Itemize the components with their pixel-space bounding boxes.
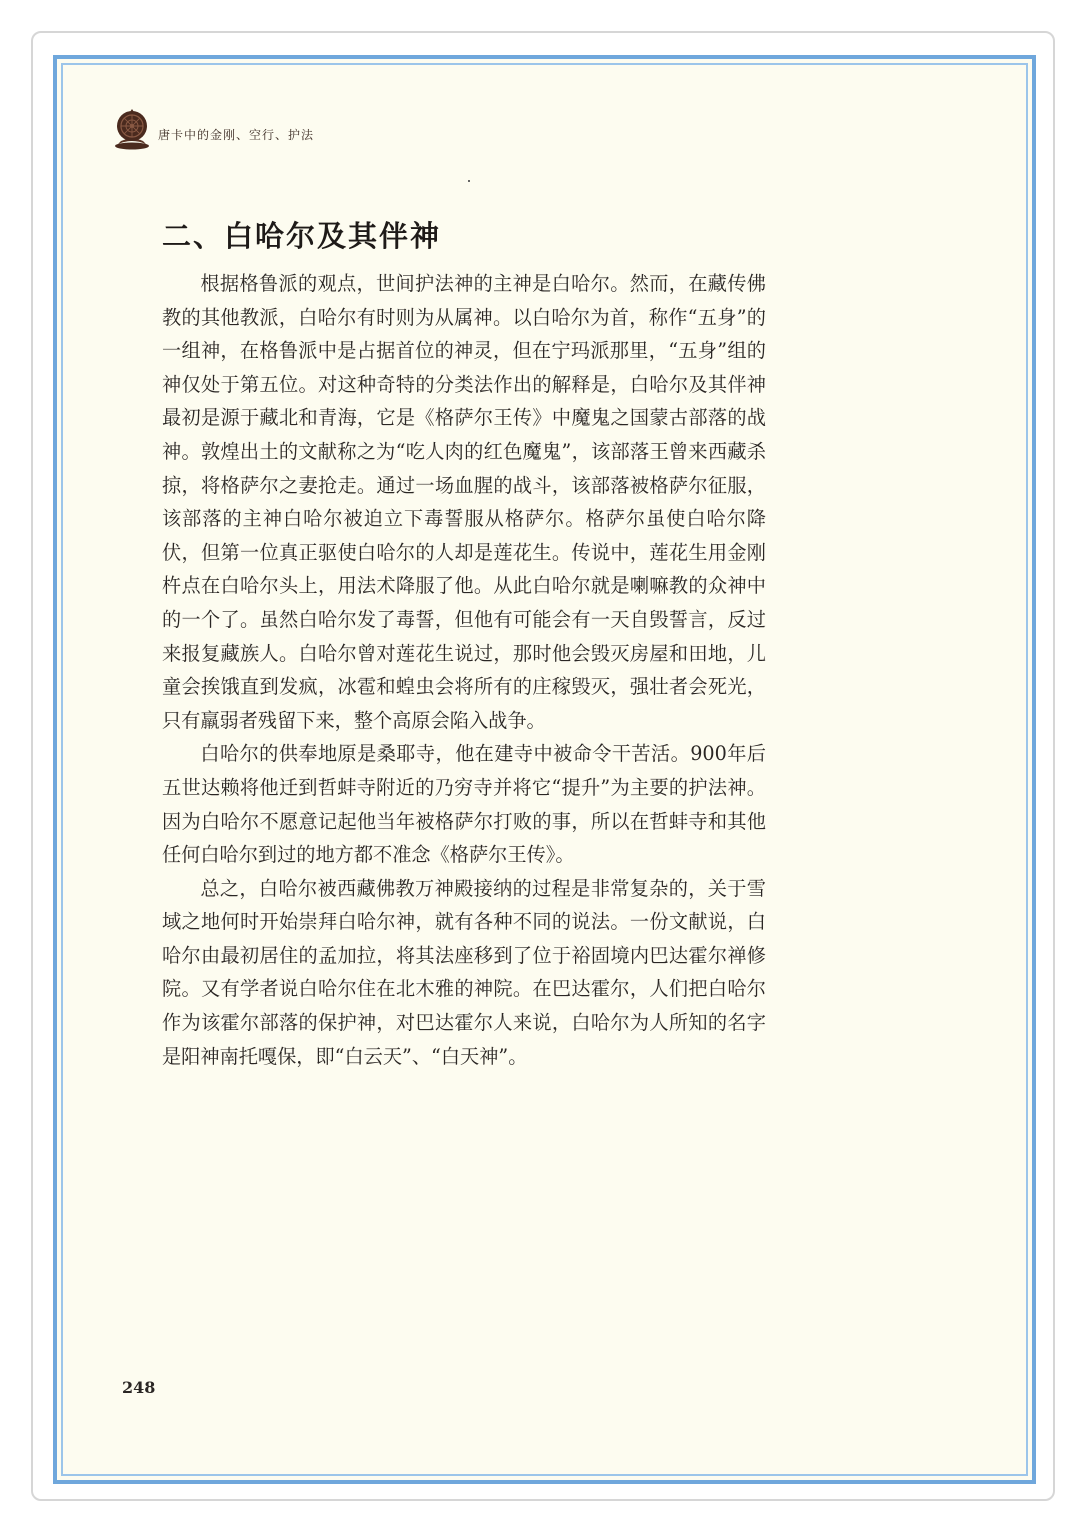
dharma-wheel-emblem-icon: [112, 108, 152, 150]
print-speck: [468, 180, 470, 182]
header-title: 唐卡中的金刚、空行、护法: [158, 127, 315, 142]
paragraph: 总之，白哈尔被西藏佛教万神殿接纳的过程是非常复杂的，关于雪域之地何时开始崇拜白哈尔神，就有各种不同的说法。一份文献说，白哈尔由最初居住的孟加拉，将其法座移到了位于裕固境内巴达霍尔禅修院。又有学者说白哈尔住在北木雅的神院。在巴达霍尔，人们把白哈尔作为该霍尔部落的保护神，对巴达霍尔人来说，白哈尔为人所知的名字是阳神南托嘎保，即“白云天”、“白天神”。: [162, 876, 766, 1068]
body-text: [162, 267, 766, 1073]
paragraph: 白哈尔的供奉地原是桑耶寺，他在建寺中被命令干苦活。900年后五世达赖将他迁到哲蚌寺附近的乃穷寺并将它“提升”为主要的护法神。因为白哈尔不愿意记起他当年被格萨尔打败的事，所以在哲蚌寺和其他任何白哈尔到过的地方都不准念《格萨尔王传》。: [162, 742, 766, 867]
paragraph: 根据格鲁派的观点，世间护法神的主神是白哈尔。然而，在藏传佛教的其他教派，白哈尔有时则为从属神。以白哈尔为首，称作“五身”的一组神，在格鲁派中是占据首位的神灵，但在宁玛派那里，“五身”组的神仅处于第五位。对这种奇特的分类法作出的解释是，白哈尔及其伴神最初是源于藏北和青海，它是《格萨尔王传》中魔鬼之国蒙古部落的战神。敦煌出土的文献称之为“吃人肉的红色魔鬼”，该部落王曾来西藏杀掠，将格萨尔之妻抢走。通过一场血腥的战斗，该部落被格萨尔征服，该部落的主神白哈尔被迫立下毒誓服从格萨尔。格萨尔虽使白哈尔降伏，但第一位真正驱使白哈尔的人却是莲花生。传说中，莲花生用金刚杵点在白哈尔头上，用法术降服了他。从此白哈尔就是喇嘛教的众神中的一个了。虽然白哈尔发了毒誓，但他有可能会有一天自毁誓言，反过来报复藏族人。白哈尔曾对莲花生说过，那时他会毁灭房屋和田地，儿童会挨饿直到发疯，冰雹和蝗虫会将所有的庄稼毁灭，强壮者会死光，只有羸弱者残留下来，整个高原会陷入战争。: [162, 272, 766, 732]
page-number: 248: [122, 1378, 156, 1397]
section-title: 二、白哈尔及其伴神: [162, 219, 442, 253]
running-header: [112, 106, 314, 152]
